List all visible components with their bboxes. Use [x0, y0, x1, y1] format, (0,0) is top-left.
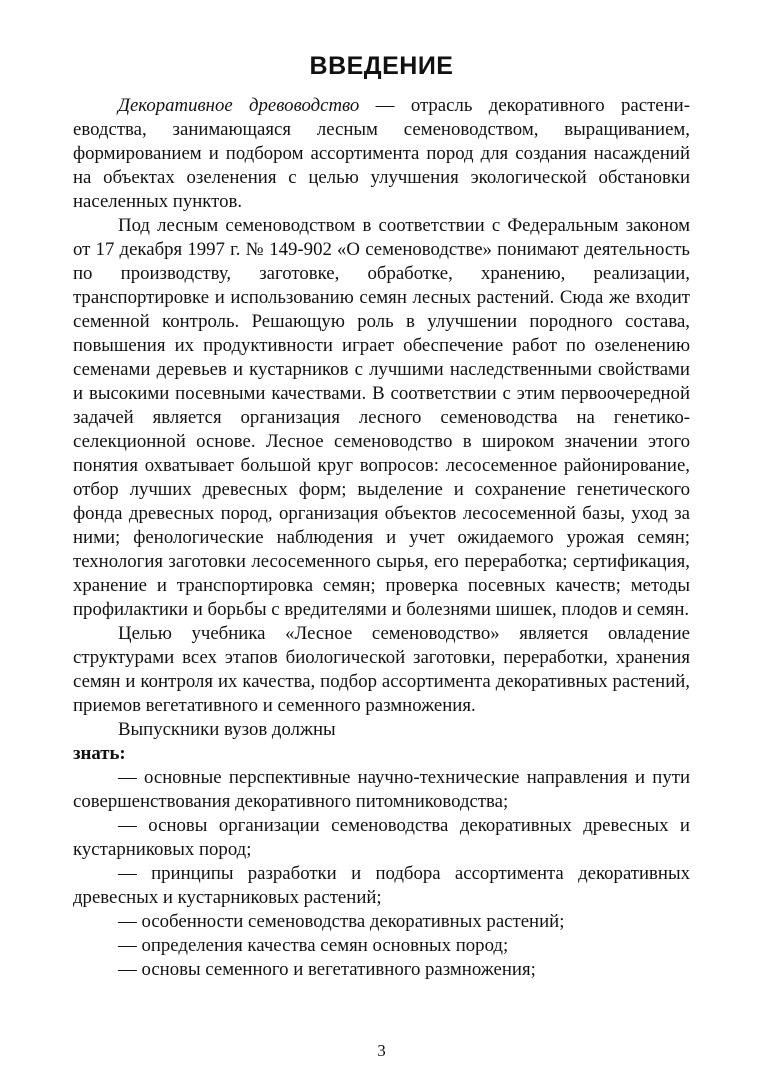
list-item: — принципы разработки и подбора ассортимента декоративных древесных и кустарниковых растений;	[73, 863, 690, 908]
paragraph-intro-text: — отрасль декоративного растениеводства, занимающаяся лесным семеноводством, выращиванием, формированием и подбором ассортимента пород для создания насаждений на объектах озеленения с целью улучшения экологической обстановки населенных пунктов.	[73, 95, 690, 212]
body-text	[73, 94, 690, 982]
page-title: ВВЕДЕНИЕ	[309, 52, 454, 80]
list-item: — основные перспективные научно-технические направления и пути совершенствования декоративного питомниководства;	[73, 767, 690, 812]
list-item: — основы семенного и вегетативного размножения;	[118, 959, 536, 980]
paragraph-graduates: Выпускники вузов должны	[118, 719, 336, 740]
list-item: — определения качества семян основных пород;	[118, 935, 509, 956]
defined-term: Декоративное древоводство	[118, 95, 360, 116]
list-item: — основы организации семеноводства декоративных древесных и кустарниковых пород;	[73, 815, 690, 860]
paragraph-textbook-goal: Целью учебника «Лесное семеноводство» является овладение структурами всех этапов биологической заготовки, переработки, хранения семян и контроля их качества, подбор ассортимента декоративных растений, приемов вегетативного и семенного размножения.	[73, 623, 690, 716]
paragraph-seed-production: Под лесным семеноводством в соответствии с Федеральным законом от 17 декабря 1997 г. № 149-902 «О семеноводстве» понимают деятельность по производству, заготовке, обработке, хранению, реализации, транспортировке и использованию семян лесных растений. Сюда же входит семенной контроль. Решающую роль в улучшении породного состава, повышения их продуктивности играет обеспечение работ по озеленению семенами деревьев и кустарников с лучшими наследственными свойствами и высокими посевными качествами. В соответствии с этим первоочередной задачей является организация лесного семеноводства на генетико-селекционной основе. Лесное семеноводство в широком значении этого понятия охватывает большой круг вопросов: лесосеменное районирование, отбор лучших древесных форм; выделение и сохранение генетического фонда древесных пород, организация объектов лесосеменной базы, уход за ними; фенологические наблюдения и учет ожидаемого урожая семян; технология заготовки лесосеменного сырья, его переработка; сертификация, хранение и транспортировка семян; проверка посевных качеств; методы профилактики и борьбы с вредителями и болезнями шишек, плодов и семян.	[73, 215, 690, 620]
know-label: знать:	[73, 743, 126, 764]
list-item: — особенности семеноводства декоративных растений;	[118, 911, 565, 932]
paragraph-intro	[73, 94, 690, 214]
page-number: 3	[377, 1041, 386, 1060]
